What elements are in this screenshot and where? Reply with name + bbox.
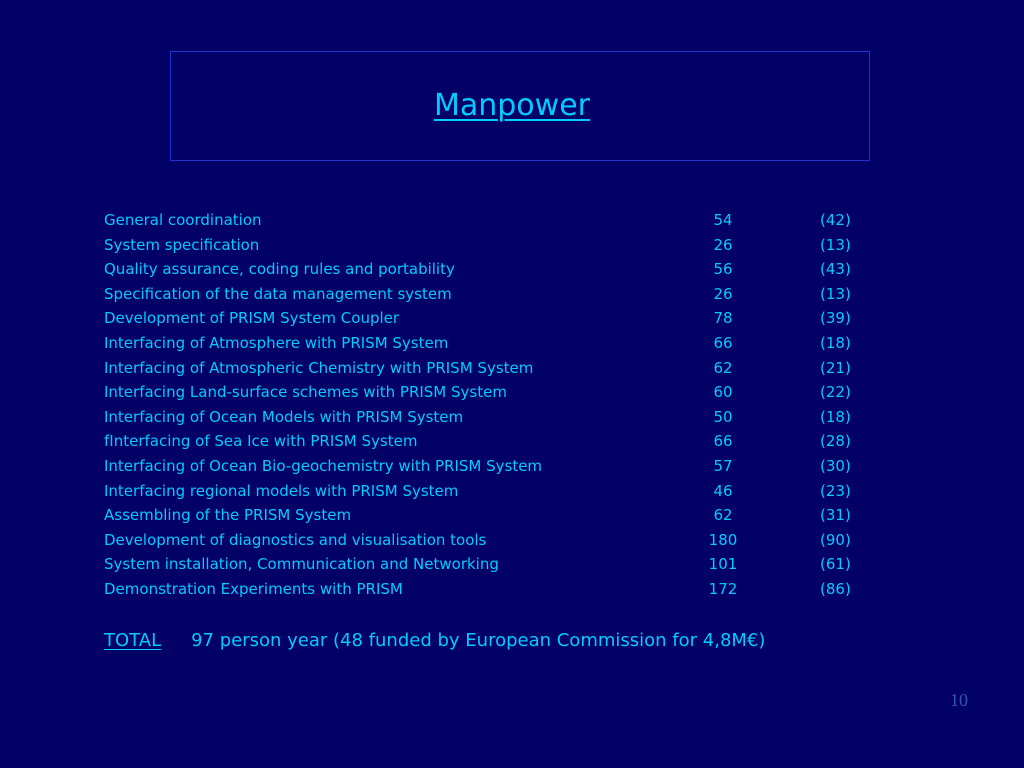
table-row [104, 405, 884, 430]
row-label: Interfacing Land-surface schemes with PRISM System [104, 383, 507, 402]
row-label: Interfacing of Ocean Models with PRISM System [104, 407, 464, 426]
row-person-months: 180 [708, 530, 738, 549]
row-person-months: 66 [713, 333, 733, 352]
row-label: Quality assurance, coding rules and portability [104, 260, 455, 279]
total-label: TOTAL [104, 630, 162, 651]
row-person-months: 46 [713, 481, 733, 500]
row-funded-months: (22) [820, 383, 851, 402]
table-row [104, 233, 884, 258]
table-row [104, 577, 884, 602]
row-funded-months: (90) [820, 530, 851, 549]
row-label: Development of PRISM System Coupler [104, 309, 400, 328]
page-number: 10 [950, 690, 968, 710]
row-funded-months: (43) [820, 260, 851, 279]
row-person-months: 54 [713, 211, 733, 229]
table-row [104, 282, 884, 307]
table-row [104, 528, 884, 553]
row-funded-months: (18) [820, 407, 851, 426]
table-row [104, 429, 884, 454]
row-person-months: 62 [713, 358, 733, 377]
row-label: Development of diagnostics and visualisation tools [104, 530, 487, 549]
row-funded-months: (39) [820, 309, 851, 328]
row-funded-months: (61) [820, 555, 851, 574]
table-row [104, 306, 884, 331]
row-label: Interfacing of Atmospheric Chemistry with PRISM System [104, 358, 534, 377]
table-row [104, 552, 884, 577]
table-row [104, 331, 884, 356]
row-funded-months: (23) [820, 481, 851, 500]
row-funded-months: (30) [820, 456, 851, 475]
row-person-months: 56 [713, 260, 733, 279]
row-person-months: 50 [713, 407, 733, 426]
row-label: Interfacing of Atmosphere with PRISM System [104, 333, 449, 352]
row-funded-months: (42) [820, 211, 851, 229]
row-person-months: 26 [713, 235, 733, 254]
table-row [104, 356, 884, 381]
row-label: Specification of the data management system [104, 284, 452, 303]
row-label: fInterfacing of Sea Ice with PRISM System [104, 432, 418, 451]
row-funded-months: (13) [820, 235, 851, 254]
row-person-months: 172 [708, 579, 738, 598]
row-person-months: 60 [713, 383, 733, 402]
row-label: Assembling of the PRISM System [104, 506, 352, 525]
row-person-months: 57 [713, 456, 733, 475]
total-line [104, 627, 765, 655]
row-funded-months: (31) [820, 506, 851, 525]
row-label: Demonstration Experiments with PRISM [104, 579, 403, 598]
table-row [104, 380, 884, 405]
table-row [104, 257, 884, 282]
row-label: Interfacing regional models with PRISM System [104, 481, 459, 500]
row-funded-months: (21) [820, 358, 851, 377]
manpower-table [104, 208, 884, 602]
row-funded-months: (13) [820, 284, 851, 303]
table-row [104, 454, 884, 479]
row-person-months: 62 [713, 506, 733, 525]
table-row [104, 503, 884, 528]
table-row [104, 479, 884, 504]
row-label: System installation, Communication and Networking [104, 555, 499, 574]
row-person-months: 78 [713, 309, 733, 328]
row-label: System specification [104, 235, 260, 254]
table-row [104, 208, 884, 233]
slide-title: Manpower [433, 88, 590, 123]
row-funded-months: (86) [820, 579, 851, 598]
row-person-months: 101 [708, 555, 738, 574]
row-label: General coordination [104, 211, 262, 229]
total-text: 97 person year (48 funded by European Commission for 4,8M€) [191, 630, 766, 651]
row-person-months: 26 [713, 284, 733, 303]
row-funded-months: (28) [820, 432, 851, 451]
row-person-months: 66 [713, 432, 733, 451]
row-label: Interfacing of Ocean Bio-geochemistry with PRISM System [104, 456, 543, 475]
row-funded-months: (18) [820, 333, 851, 352]
